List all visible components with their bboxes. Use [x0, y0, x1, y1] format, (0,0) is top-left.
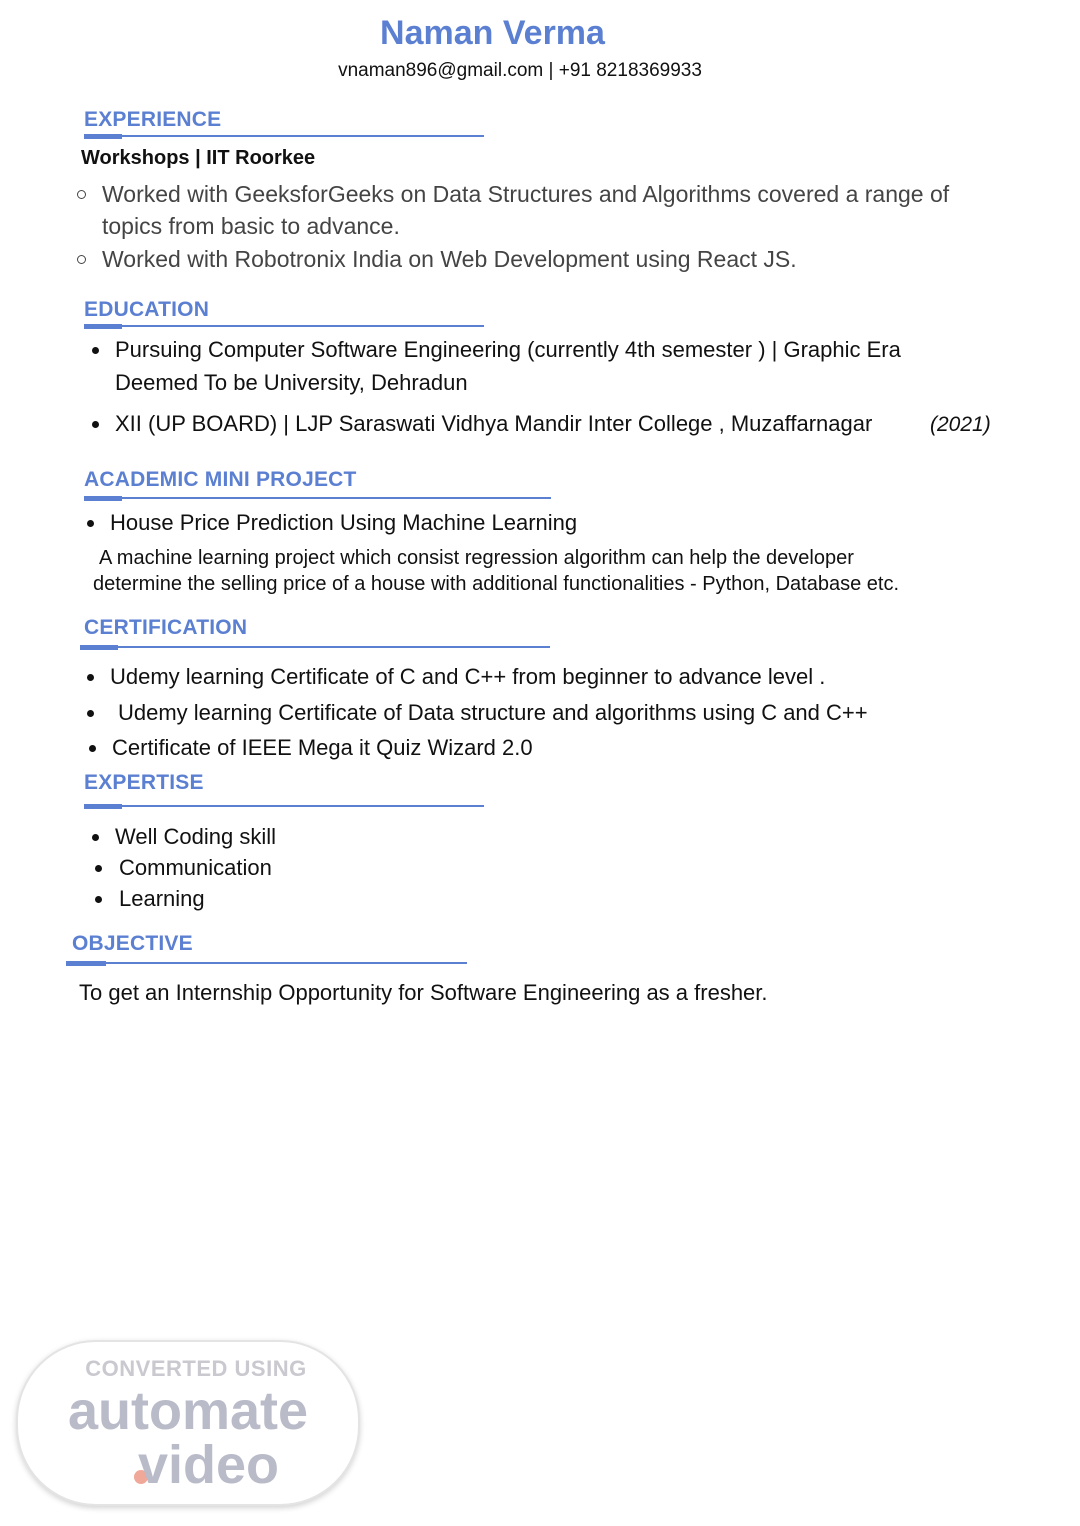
section-title-certification: CERTIFICATION [84, 616, 248, 639]
experience-org: Workshops | IIT Roorkee [81, 147, 316, 169]
certification-item-2: Udemy learning Certificate of Data structure and algorithms using C and C++ [118, 700, 868, 725]
bullet-icon [95, 896, 102, 903]
section-divider [84, 497, 551, 499]
section-divider-accent [84, 804, 122, 809]
section-divider-accent [66, 961, 106, 966]
bullet-icon [87, 520, 94, 527]
bullet-icon [92, 834, 99, 841]
expertise-item-1: Well Coding skill [115, 824, 276, 849]
experience-item-2: Worked with Robotronix India on Web Development using React JS. [102, 246, 797, 272]
experience-item-1: Worked with GeeksforGeeks on Data Structures and Algorithms covered a range of [102, 181, 950, 207]
education-item-1: Pursuing Computer Software Engineering (currently 4th semester ) | Graphic Era [115, 337, 901, 362]
watermark-logo-automate: automate [67, 1381, 309, 1441]
project-description-line2: determine the selling price of a house with additional functionalities - Python, Database etc. [93, 573, 900, 595]
bullet-icon [77, 255, 86, 264]
section-title-experience: EXPERIENCE [84, 108, 222, 131]
contact-info: vnaman896@gmail.com | +91 8218369933 [338, 60, 702, 81]
certification-item-1: Udemy learning Certificate of C and C++ from beginner to advance level . [110, 664, 826, 689]
education-year: (2021) [930, 413, 991, 436]
education-item-1-cont: Deemed To be University, Dehradun [115, 370, 468, 395]
candidate-name: Naman Verma [380, 14, 605, 52]
section-divider-accent [80, 645, 118, 650]
expertise-item-3: Learning [119, 886, 205, 911]
project-name: House Price Prediction Using Machine Learning [110, 510, 578, 535]
expertise-item-2: Communication [119, 855, 272, 880]
bullet-icon [92, 421, 99, 428]
converted-watermark-badge [16, 1340, 360, 1506]
watermark-caption: CONVERTED USING [85, 1356, 307, 1381]
section-title-education: EDUCATION [84, 298, 210, 321]
section-title-objective: OBJECTIVE [72, 932, 193, 955]
bullet-icon [95, 865, 102, 872]
bullet-icon [92, 347, 99, 354]
bullet-icon [87, 710, 94, 717]
section-divider [66, 962, 467, 964]
section-divider [84, 325, 484, 327]
bullet-icon [89, 745, 96, 752]
section-title-project: ACADEMIC MINI PROJECT [84, 468, 357, 491]
bullet-icon [77, 190, 86, 199]
section-divider [84, 135, 484, 137]
section-divider [80, 646, 550, 648]
education-item-2: XII (UP BOARD) | LJP Saraswati Vidhya Mandir Inter College , Muzaffarnagar [115, 411, 873, 436]
objective-text: To get an Internship Opportunity for Software Engineering as a fresher. [79, 980, 768, 1005]
section-divider [84, 805, 484, 807]
section-divider-accent [84, 134, 122, 139]
section-title-expertise: EXPERTISE [84, 771, 204, 794]
section-divider-accent [84, 496, 122, 501]
project-description-line1: A machine learning project which consist regression algorithm can help the developer [99, 547, 854, 569]
bullet-icon [87, 674, 94, 681]
section-divider-accent [84, 324, 122, 329]
experience-item-1-cont: topics from basic to advance. [102, 213, 400, 239]
watermark-logo-video: video [138, 1435, 280, 1495]
certification-item-3: Certificate of IEEE Mega it Quiz Wizard 2.0 [112, 735, 533, 760]
